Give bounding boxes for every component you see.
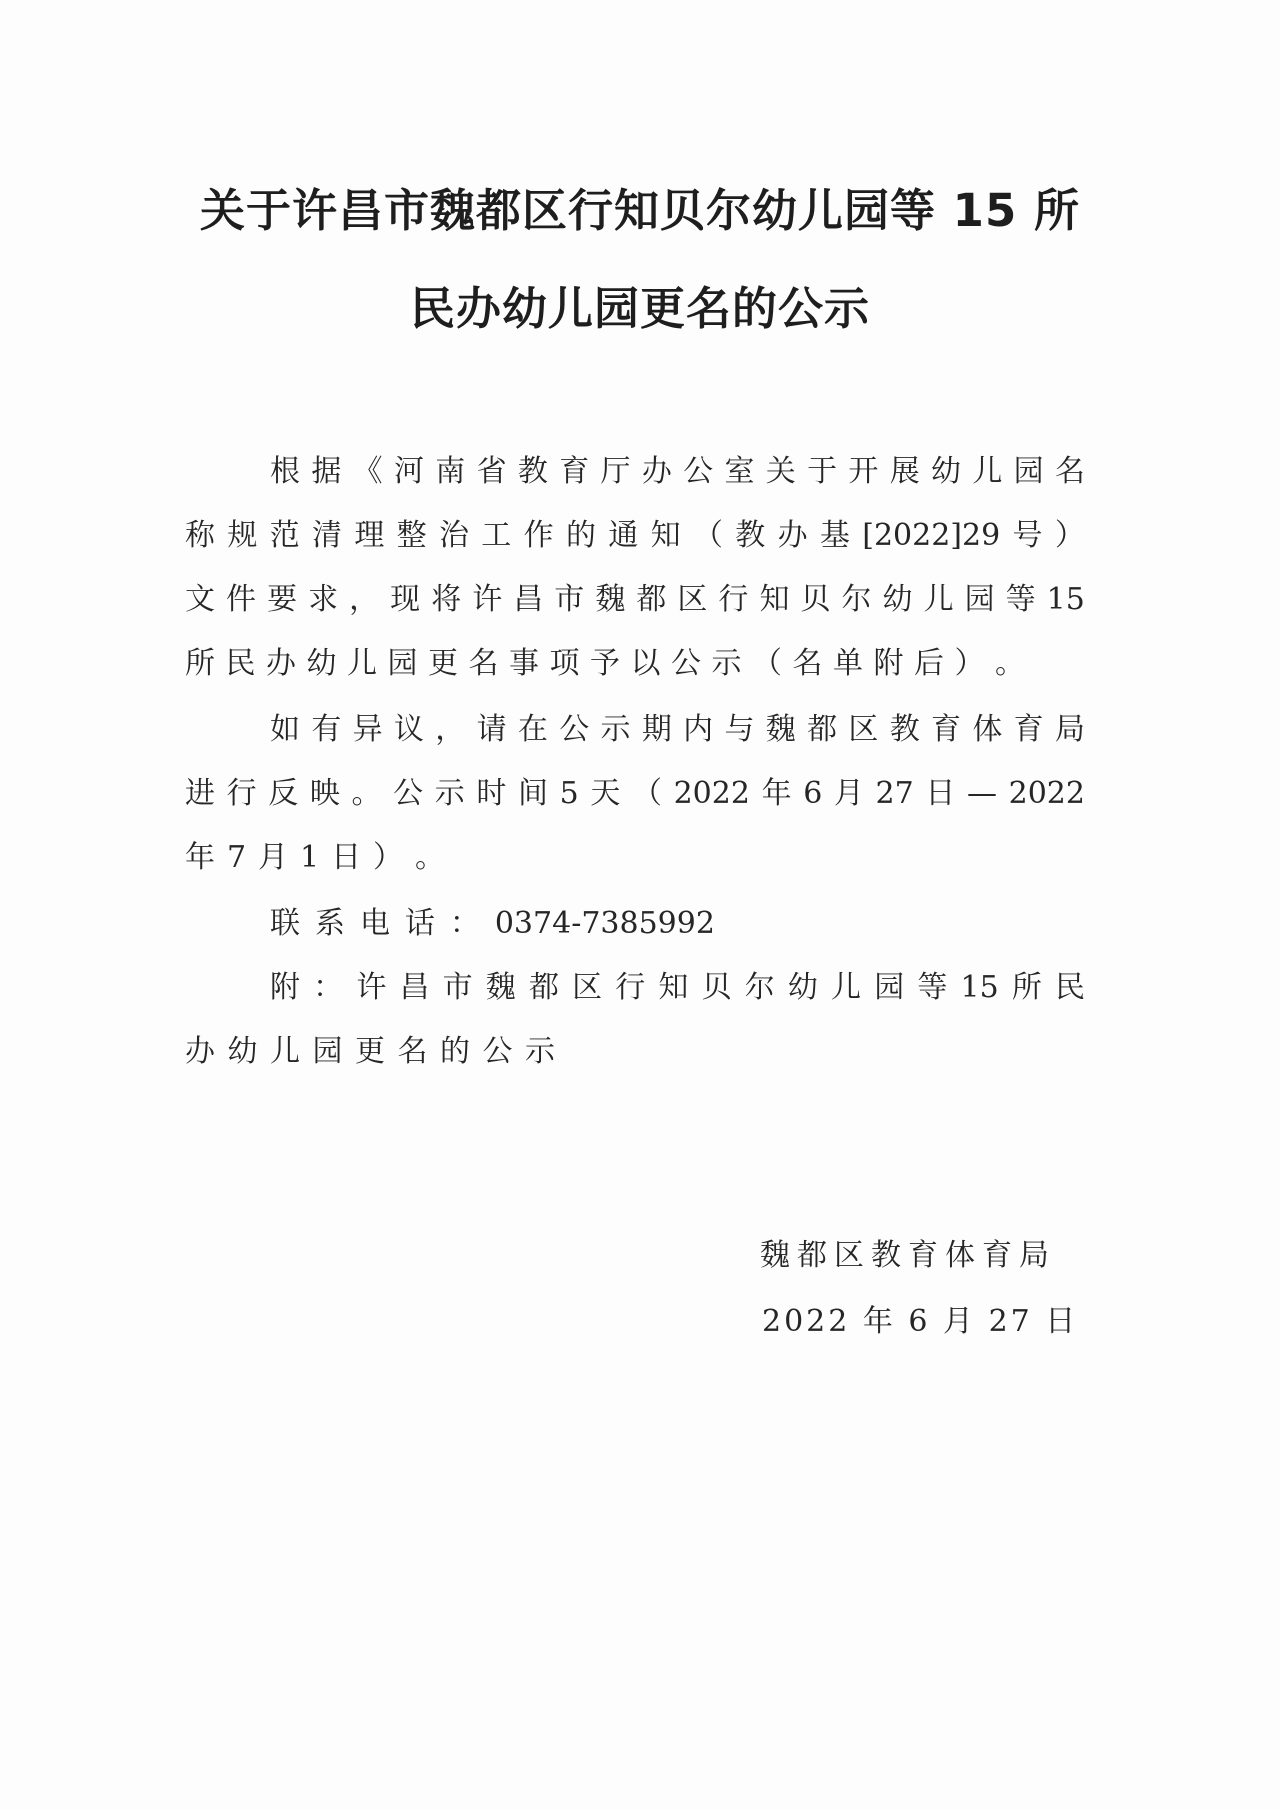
paragraph-2-line-2: 进 行 反 映 。 公 示 时 间 5 天 （ 2022 年 6 月 27 日 — 2022 (185, 776, 1085, 811)
paragraph-1-line-3: 文 件 要 求 ， 现 将 许 昌 市 魏 都 区 行 知 贝 尔 幼 儿 园 等 15 (185, 582, 1085, 617)
contact-phone-line: 联 系 电 话 ： 0374-7385992 (270, 906, 715, 941)
paragraph-1-line-2: 称 规 范 清 理 整 治 工 作 的 通 知 （ 教 办 基 [2022]29 号 ） (185, 518, 1085, 553)
paragraph-1-line-1: 根 据 《 河 南 省 教 育 厅 办 公 室 关 于 开 展 幼 儿 园 名 (270, 454, 1085, 489)
issue-date: 2022 年 6 月 27 日 (762, 1304, 1079, 1339)
document-title-line-2: 民办幼儿园更名的公示 (409, 282, 870, 335)
paragraph-2-line-1: 如 有 异 议 ， 请 在 公 示 期 内 与 魏 都 区 教 育 体 育 局 (270, 712, 1085, 747)
paragraph-2-line-3: 年 7 月 1 日 ） 。 (185, 840, 445, 875)
attachment-line-1: 附 ： 许 昌 市 魏 都 区 行 知 贝 尔 幼 儿 园 等 15 所 民 (270, 970, 1085, 1005)
issuing-organization: 魏都区教育体育局 (760, 1238, 1056, 1273)
paragraph-1-line-4: 所 民 办 幼 儿 园 更 名 事 项 予 以 公 示 （ 名 单 附 后 ） 。 (185, 646, 1025, 681)
document-title-line-1: 关于许昌市魏都区行知贝尔幼儿园等 15 所 (200, 184, 1080, 237)
attachment-line-2: 办 幼 儿 园 更 名 的 公 示 (185, 1034, 555, 1069)
